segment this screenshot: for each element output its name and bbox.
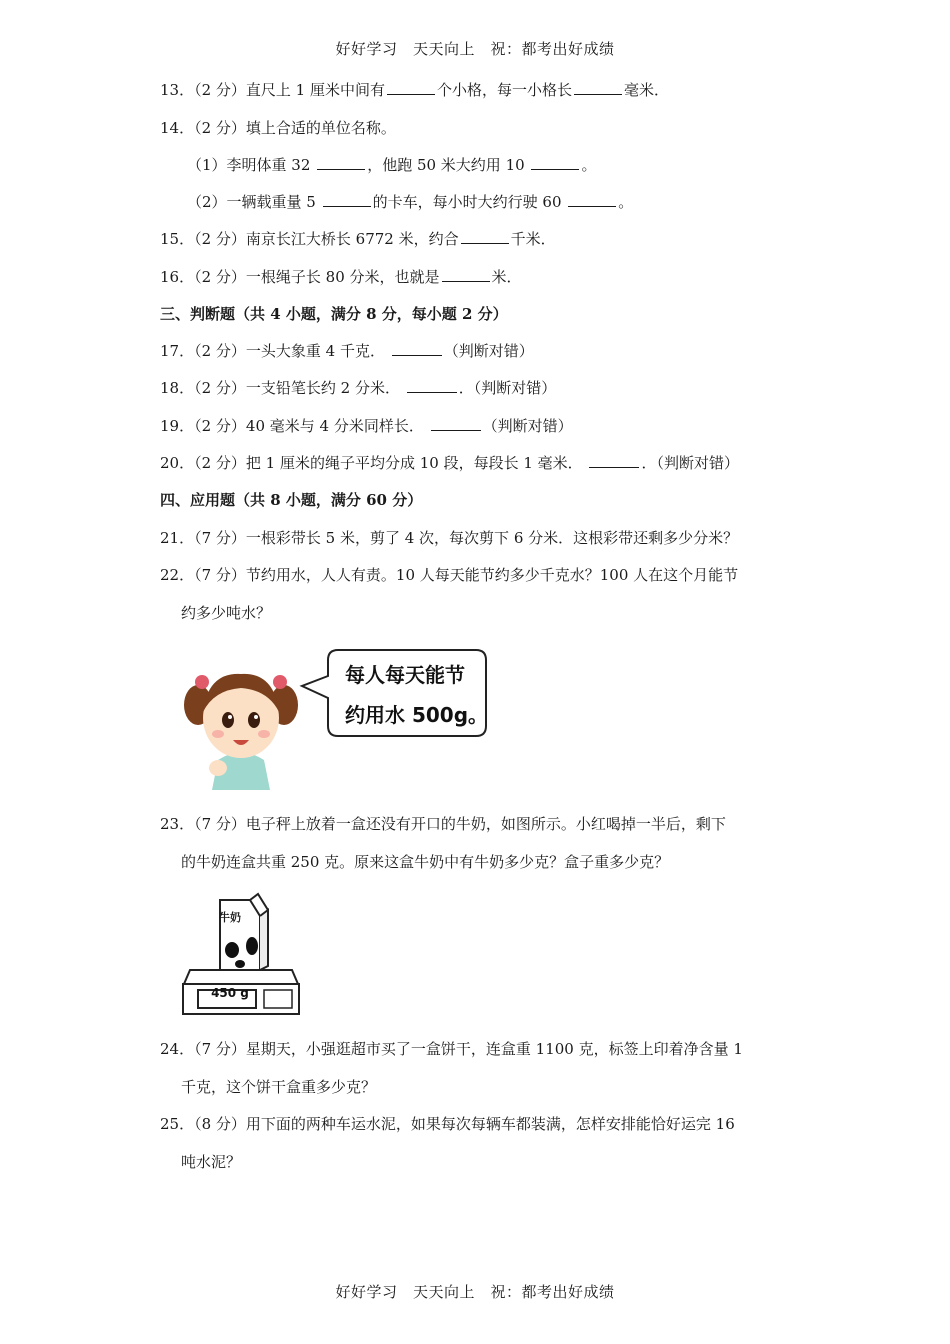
question-25-line1: 25．（8 分）用下面的两种车运水泥，如果每次每辆车都装满，怎样安排能恰好运完 16 bbox=[160, 1115, 735, 1133]
milk-carton-label: 牛奶 bbox=[219, 911, 241, 924]
question-16: 16．（2 分）一根绳子长 80 分米，也就是 米． bbox=[160, 268, 522, 286]
question-15: 15．（2 分）南京长江大桥长 6772 米，约合 千米． bbox=[160, 230, 556, 248]
answer-blank[interactable] bbox=[387, 80, 435, 95]
answer-blank[interactable] bbox=[589, 453, 639, 468]
section-title-application: 四、应用题（共 8 小题，满分 60 分） bbox=[160, 491, 423, 509]
page-footer: 好好学习 天天向上 祝：都考出好成绩 bbox=[335, 1283, 615, 1301]
question-14-1: （1）李明体重 32 ，他跑 50 米大约用 10 。 bbox=[187, 156, 597, 174]
question-19: 19．（2 分）40 毫米与 4 分米同样长． （判断对错） bbox=[160, 417, 573, 435]
question-14: 14．（2 分）填上合适的单位名称。 bbox=[160, 119, 396, 137]
answer-blank[interactable] bbox=[531, 155, 579, 170]
question-17: 17．（2 分）一头大象重 4 千克． （判断对错） bbox=[160, 342, 534, 360]
question-23-line2: 的牛奶连盒共重 250 克。原来这盒牛奶中有牛奶多少克？盒子重多少克？ bbox=[181, 853, 670, 871]
bubble-text: 每人每天能节 约用水 500g。 bbox=[345, 663, 489, 727]
question-24-line2: 千克，这个饼干盒重多少克？ bbox=[181, 1078, 377, 1096]
answer-blank[interactable] bbox=[431, 416, 481, 431]
question-23-line1: 23．（7 分）电子秤上放着一盒还没有开口的牛奶，如图所示。小红喝掉一半后，剩下 bbox=[160, 815, 726, 833]
answer-blank[interactable] bbox=[461, 229, 509, 244]
question-14-2: （2）一辆载重量 5 的卡车，每小时大约行驶 60 。 bbox=[187, 193, 634, 211]
question-18: 18．（2 分）一支铅笔长约 2 分米． ．（判断对错） bbox=[160, 379, 557, 397]
answer-blank[interactable] bbox=[568, 192, 616, 207]
question-22-line1: 22．（7 分）节约用水，人人有责。10 人每天能节约多少千克水？100 人在这个月能节 bbox=[160, 566, 739, 584]
answer-blank[interactable] bbox=[392, 341, 442, 356]
question-25-line2: 吨水泥？ bbox=[181, 1153, 242, 1171]
answer-blank[interactable] bbox=[574, 80, 622, 95]
answer-blank[interactable] bbox=[407, 378, 457, 393]
section-title-judgement: 三、判断题（共 4 小题，满分 8 分，每小题 2 分） bbox=[160, 305, 508, 323]
answer-blank[interactable] bbox=[442, 267, 490, 282]
answer-blank[interactable] bbox=[317, 155, 365, 170]
answer-blank[interactable] bbox=[323, 192, 371, 207]
scale-reading: 450 g bbox=[211, 986, 249, 1000]
question-13: 13．（2 分）直尺上 1 厘米中间有 个小格，每一小格长 毫米． bbox=[160, 81, 670, 99]
question-20: 20．（2 分）把 1 厘米的绳子平均分成 10 段，每段长 1 毫米． ．（判断对错） bbox=[160, 454, 739, 472]
question-24-line1: 24．（7 分）星期天，小强逛超市买了一盒饼干，连盒重 1100 克，标签上印着净含量 1 bbox=[160, 1040, 743, 1058]
question-22-line2: 约多少吨水？ bbox=[181, 604, 272, 622]
page-header: 好好学习 天天向上 祝：都考出好成绩 bbox=[335, 40, 615, 58]
question-21: 21．（7 分）一根彩带长 5 米，剪了 4 次，每次剪下 6 分米．这根彩带还剩多少分米？ bbox=[160, 529, 739, 547]
